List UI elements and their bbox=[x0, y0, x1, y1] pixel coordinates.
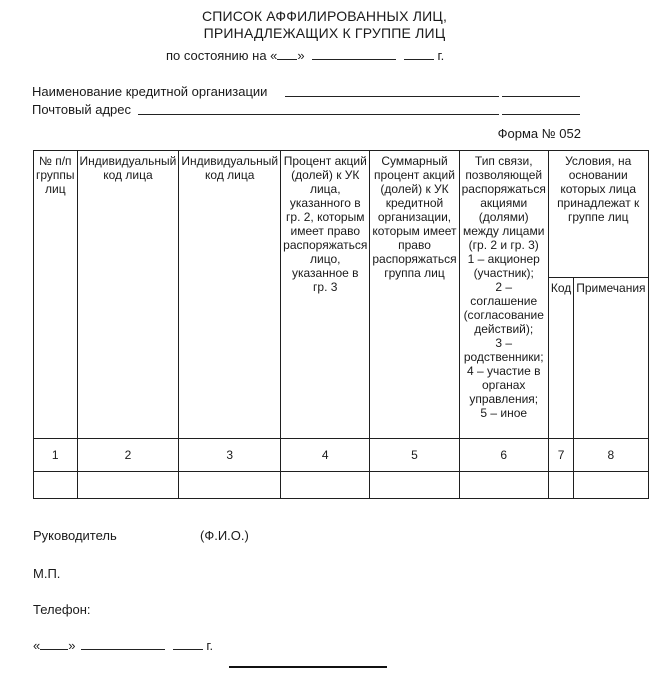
org-name-line-2[interactable] bbox=[502, 96, 580, 97]
title-line-2: ПРИНАДЛЕЖАЩИХ К ГРУППЕ ЛИЦ bbox=[203, 25, 446, 41]
header-col-2: Индивидуальный код лица bbox=[77, 151, 179, 439]
header-col-8: Примечания bbox=[574, 278, 648, 439]
table-cell[interactable] bbox=[77, 472, 179, 499]
column-number: 6 bbox=[459, 439, 548, 472]
form-number: Форма № 052 bbox=[497, 126, 581, 141]
fio-label: (Ф.И.О.) bbox=[200, 528, 249, 543]
address-label: Почтовый адрес bbox=[32, 102, 131, 117]
column-number: 5 bbox=[370, 439, 459, 472]
date-year-suffix: г. bbox=[206, 638, 214, 653]
header-group-conditions: Условия, на основании которых лица принадлежат к группе лиц bbox=[548, 151, 648, 278]
header-col-6-title: Тип связи, позволяющей распоряжаться акциями (долями) между лицами (гр. 2 и гр. 3) bbox=[461, 154, 546, 252]
table-cell[interactable] bbox=[179, 472, 281, 499]
table-cell[interactable] bbox=[548, 472, 573, 499]
header-col-6-item: 1 – акционер (участник); bbox=[467, 252, 540, 280]
org-name-label: Наименование кредитной организации bbox=[32, 84, 268, 99]
address-line-2[interactable] bbox=[502, 114, 580, 115]
bottom-divider bbox=[229, 666, 387, 668]
table-cell[interactable] bbox=[370, 472, 459, 499]
title-line-1: СПИСОК АФФИЛИРОВАННЫХ ЛИЦ, bbox=[201, 8, 448, 24]
table-row bbox=[34, 472, 649, 499]
as-of-prefix: по состоянию на « bbox=[166, 48, 278, 63]
header-col-5: Суммарный процент акций (долей) к УК кредитной организации, которым имеет право распоряжаться группа лиц bbox=[370, 151, 459, 439]
column-number: 7 bbox=[548, 439, 573, 472]
phone-label: Телефон: bbox=[33, 602, 91, 617]
date-close: » bbox=[68, 638, 76, 653]
column-number: 1 bbox=[34, 439, 78, 472]
header-col-4: Процент акций (долей) к УК лица, указанного в гр. 2, которым имеет право распоряжаться лицо, указанное в гр. 3 bbox=[281, 151, 370, 439]
header-col-7: Код bbox=[548, 278, 573, 439]
org-name-field bbox=[32, 84, 267, 99]
table-cell[interactable] bbox=[574, 472, 648, 499]
org-name-line-1[interactable] bbox=[285, 96, 499, 97]
header-col-6-item: 4 – участие в органах управления; bbox=[466, 364, 541, 406]
as-of-day-blank[interactable] bbox=[277, 47, 297, 60]
as-of-month-blank[interactable] bbox=[312, 47, 396, 60]
header-col-6 bbox=[459, 151, 548, 439]
date-month-blank[interactable] bbox=[81, 638, 165, 650]
table-cell[interactable] bbox=[459, 472, 548, 499]
date-day-blank[interactable] bbox=[40, 638, 68, 650]
header-col-6-item: 2 – соглашение (согласование действий); bbox=[463, 280, 544, 336]
as-of-year-suffix: г. bbox=[437, 48, 445, 63]
address-field bbox=[32, 102, 131, 117]
column-number: 3 bbox=[179, 439, 281, 472]
date-year-blank[interactable] bbox=[173, 638, 203, 650]
as-of-year-blank[interactable] bbox=[404, 47, 434, 60]
column-number: 2 bbox=[77, 439, 179, 472]
column-number: 4 bbox=[281, 439, 370, 472]
address-line-1[interactable] bbox=[138, 114, 499, 115]
stamp-label: М.П. bbox=[33, 566, 61, 581]
header-col-6-item: 3 – родственники; bbox=[463, 336, 544, 364]
as-of-quote-close: » bbox=[297, 48, 305, 63]
document-title bbox=[0, 8, 629, 42]
table-cell[interactable] bbox=[281, 472, 370, 499]
date-line bbox=[33, 638, 213, 653]
date-open: « bbox=[33, 638, 41, 653]
head-label: Руководитель bbox=[33, 528, 117, 543]
as-of-date-line bbox=[166, 47, 444, 63]
header-col-3: Индивидуальный код лица bbox=[179, 151, 281, 439]
column-numbers-row bbox=[34, 439, 649, 472]
column-number: 8 bbox=[574, 439, 648, 472]
table-cell[interactable] bbox=[34, 472, 78, 499]
header-col-6-item: 5 – иное bbox=[480, 406, 528, 420]
header-col-1: № п/п группы лиц bbox=[34, 151, 78, 439]
affiliates-table bbox=[33, 150, 649, 499]
